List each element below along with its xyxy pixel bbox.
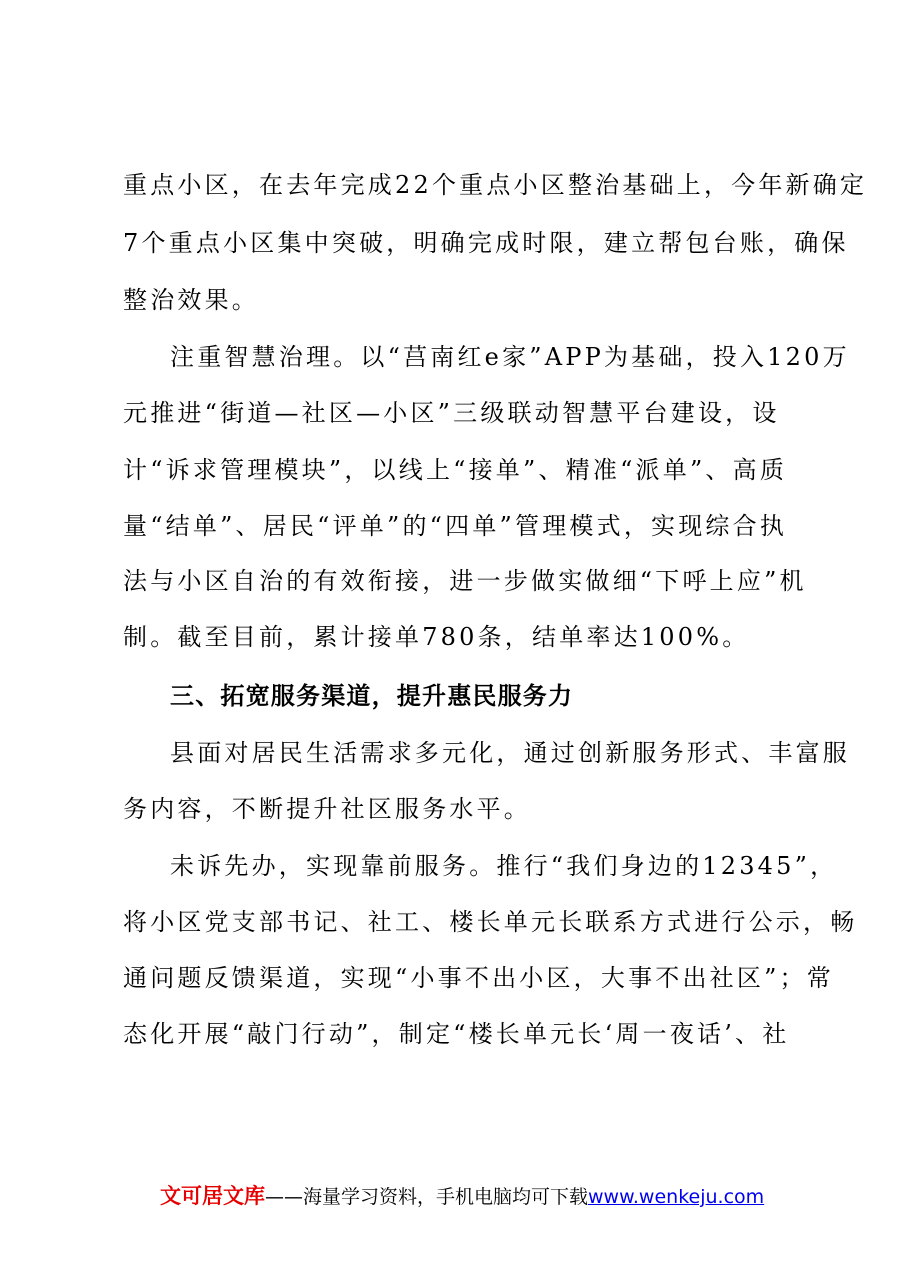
paragraph-line: 整治效果。 [123, 286, 259, 314]
paragraph-line: 重点小区，在去年完成22个重点小区整治基础上，今年新确定 [123, 171, 868, 199]
paragraph-line: 元推进“街道—社区—小区”三级联动智慧平台建设，设 [123, 399, 780, 427]
paragraph-line: 务内容，不断提升社区服务水平。 [123, 795, 531, 823]
paragraph-line: 法与小区自治的有效衔接，进一步做实做细“下呼上应”机 [123, 567, 807, 595]
paragraph-line: 量“结单”、居民“评单”的“四单”管理模式，实现综合执 [123, 512, 788, 540]
paragraph-line: 未诉先办，实现靠前服务。推行“我们身边的12345”， [170, 852, 838, 880]
paragraph-line: 通问题反馈渠道，实现“小事不出小区，大事不出社区”；常 [123, 964, 834, 992]
paragraph-line: 将小区党支部书记、社工、楼长单元长联系方式进行公示，畅 [123, 908, 858, 936]
paragraph-line: 态化开展“敲门行动”，制定“楼长单元长‘周一夜话’、社 [123, 1020, 790, 1048]
paragraph-line: 注重智慧治理。以“莒南红e家”APP为基础，投入120万 [170, 343, 850, 371]
footer-url-link[interactable]: www.wenkeju.com [588, 1186, 765, 1208]
footer-brand: 文可居文库 [160, 1184, 265, 1208]
paragraph-line: 计“诉求管理模块”，以线上“接单”、精准“派单”、高质 [123, 456, 788, 484]
paragraph-line: 7个重点小区集中突破，明确完成时限，建立帮包台账，确保 [123, 229, 849, 257]
paragraph-line: 县面对居民生活需求多元化，通过创新服务形式、丰富服 [170, 739, 850, 767]
paragraph-line: 制。截至目前，累计接单780条，结单率达100%。 [123, 623, 750, 651]
footer-slogan: ——海量学习资料，手机电脑均可下载 [265, 1186, 589, 1208]
section-heading: 三、拓宽服务渠道，提升惠民服务力 [170, 682, 574, 710]
footer-banner [160, 1182, 764, 1211]
